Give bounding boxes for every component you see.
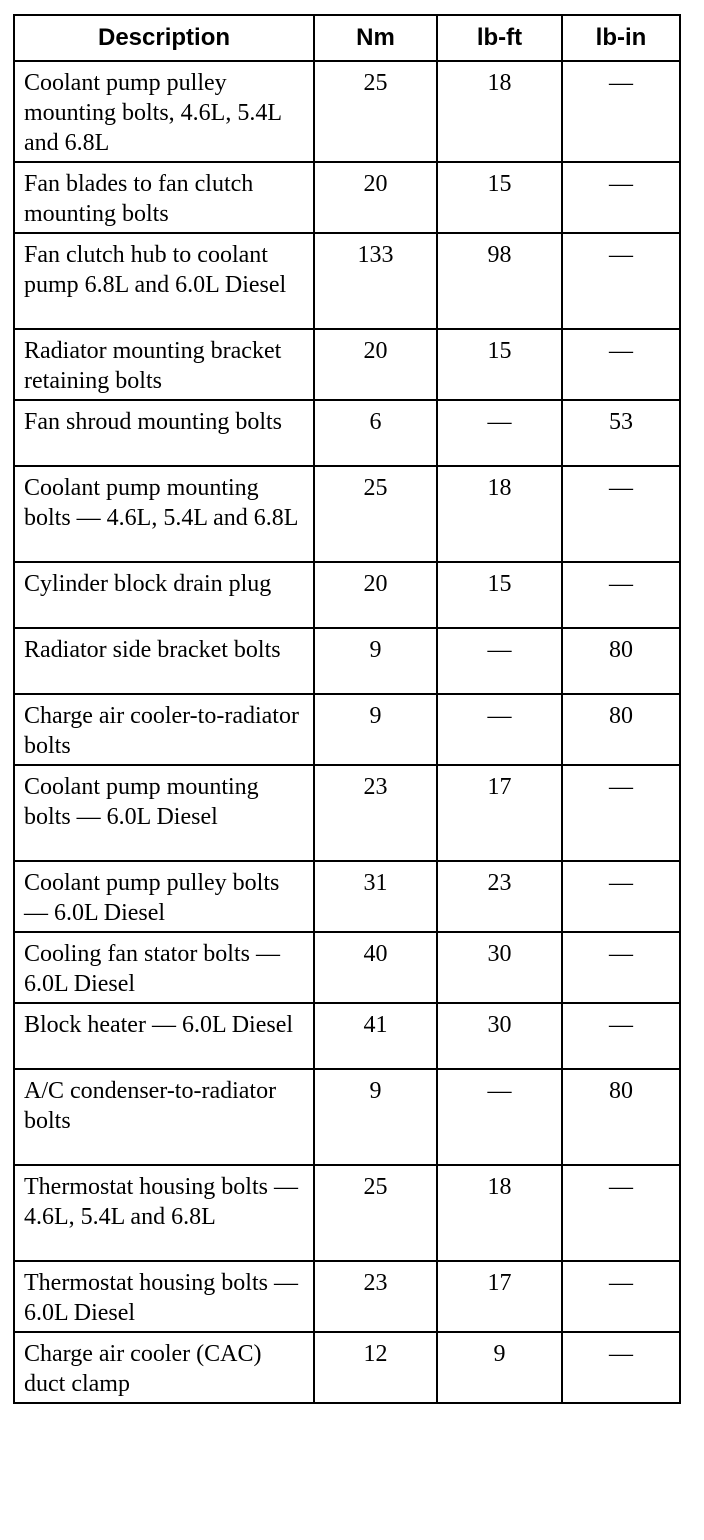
cell-description: Coolant pump mounting bolts — 4.6L, 5.4L and 6.8L — [14, 466, 314, 562]
cell-description: Coolant pump mounting bolts — 6.0L Diesel — [14, 765, 314, 861]
cell-lbft: 9 — [437, 1332, 562, 1403]
cell-description: Cooling fan stator bolts — 6.0L Diesel — [14, 932, 314, 1003]
header-lbft: lb-ft — [437, 15, 562, 61]
cell-nm: 20 — [314, 329, 437, 400]
table-row — [14, 162, 680, 233]
table-row — [14, 1069, 680, 1165]
cell-lbin: 53 — [562, 400, 680, 466]
cell-lbin: — — [562, 466, 680, 562]
cell-lbin: 80 — [562, 694, 680, 765]
cell-lbft: 30 — [437, 932, 562, 1003]
cell-description: Radiator mounting bracket retaining bolts — [14, 329, 314, 400]
cell-description: Coolant pump pulley bolts — 6.0L Diesel — [14, 861, 314, 932]
cell-nm: 31 — [314, 861, 437, 932]
cell-description: Block heater — 6.0L Diesel — [14, 1003, 314, 1069]
torque-spec-table — [13, 14, 681, 1404]
cell-description: Thermostat housing bolts — 4.6L, 5.4L and 6.8L — [14, 1165, 314, 1261]
cell-description: Charge air cooler-to-radiator bolts — [14, 694, 314, 765]
cell-lbin: — — [562, 61, 680, 162]
cell-nm: 25 — [314, 466, 437, 562]
table-row — [14, 466, 680, 562]
cell-lbft: — — [437, 628, 562, 694]
cell-lbft: 23 — [437, 861, 562, 932]
cell-nm: 9 — [314, 694, 437, 765]
cell-lbft: — — [437, 1069, 562, 1165]
table-row — [14, 694, 680, 765]
cell-lbft: — — [437, 400, 562, 466]
cell-lbft: 18 — [437, 466, 562, 562]
cell-lbft: — — [437, 694, 562, 765]
cell-lbft: 15 — [437, 562, 562, 628]
cell-lbin: — — [562, 1261, 680, 1332]
cell-nm: 6 — [314, 400, 437, 466]
cell-nm: 23 — [314, 765, 437, 861]
table-row — [14, 1332, 680, 1403]
table-row — [14, 765, 680, 861]
cell-nm: 12 — [314, 1332, 437, 1403]
cell-lbft: 15 — [437, 329, 562, 400]
cell-lbin: — — [562, 1332, 680, 1403]
cell-nm: 9 — [314, 628, 437, 694]
header-lbin: lb-in — [562, 15, 680, 61]
cell-description: Coolant pump pulley mounting bolts, 4.6L, 5.4L and 6.8L — [14, 61, 314, 162]
cell-nm: 133 — [314, 233, 437, 329]
cell-lbft: 30 — [437, 1003, 562, 1069]
cell-description: Charge air cooler (CAC) duct clamp — [14, 1332, 314, 1403]
cell-lbin: — — [562, 861, 680, 932]
cell-nm: 9 — [314, 1069, 437, 1165]
cell-description: Radiator side bracket bolts — [14, 628, 314, 694]
cell-lbin: — — [562, 162, 680, 233]
cell-lbin: — — [562, 562, 680, 628]
table-row — [14, 233, 680, 329]
cell-lbft: 15 — [437, 162, 562, 233]
cell-lbft: 17 — [437, 765, 562, 861]
cell-nm: 25 — [314, 61, 437, 162]
table-row — [14, 1003, 680, 1069]
cell-lbin: — — [562, 765, 680, 861]
cell-lbin: — — [562, 1165, 680, 1261]
cell-lbin: — — [562, 1003, 680, 1069]
table-row — [14, 932, 680, 1003]
cell-lbin: — — [562, 329, 680, 400]
table-row — [14, 861, 680, 932]
cell-nm: 23 — [314, 1261, 437, 1332]
cell-nm: 40 — [314, 932, 437, 1003]
table-row — [14, 400, 680, 466]
cell-nm: 41 — [314, 1003, 437, 1069]
table-row — [14, 562, 680, 628]
cell-lbin: 80 — [562, 628, 680, 694]
header-description: Description — [14, 15, 314, 61]
cell-description: Thermostat housing bolts — 6.0L Diesel — [14, 1261, 314, 1332]
cell-nm: 20 — [314, 562, 437, 628]
header-nm: Nm — [314, 15, 437, 61]
cell-lbin: — — [562, 233, 680, 329]
table-row — [14, 628, 680, 694]
cell-lbft: 98 — [437, 233, 562, 329]
cell-description: Fan clutch hub to coolant pump 6.8L and 6.0L Diesel — [14, 233, 314, 329]
cell-lbft: 18 — [437, 61, 562, 162]
cell-description: A/C condenser-to-radiator bolts — [14, 1069, 314, 1165]
table-row — [14, 1165, 680, 1261]
table-header-row — [14, 15, 680, 61]
cell-description: Cylinder block drain plug — [14, 562, 314, 628]
table-row — [14, 1261, 680, 1332]
cell-lbin: — — [562, 932, 680, 1003]
cell-lbft: 18 — [437, 1165, 562, 1261]
table-row — [14, 61, 680, 162]
cell-description: Fan blades to fan clutch mounting bolts — [14, 162, 314, 233]
cell-description: Fan shroud mounting bolts — [14, 400, 314, 466]
cell-lbin: 80 — [562, 1069, 680, 1165]
cell-nm: 20 — [314, 162, 437, 233]
table-row — [14, 329, 680, 400]
cell-lbft: 17 — [437, 1261, 562, 1332]
cell-nm: 25 — [314, 1165, 437, 1261]
